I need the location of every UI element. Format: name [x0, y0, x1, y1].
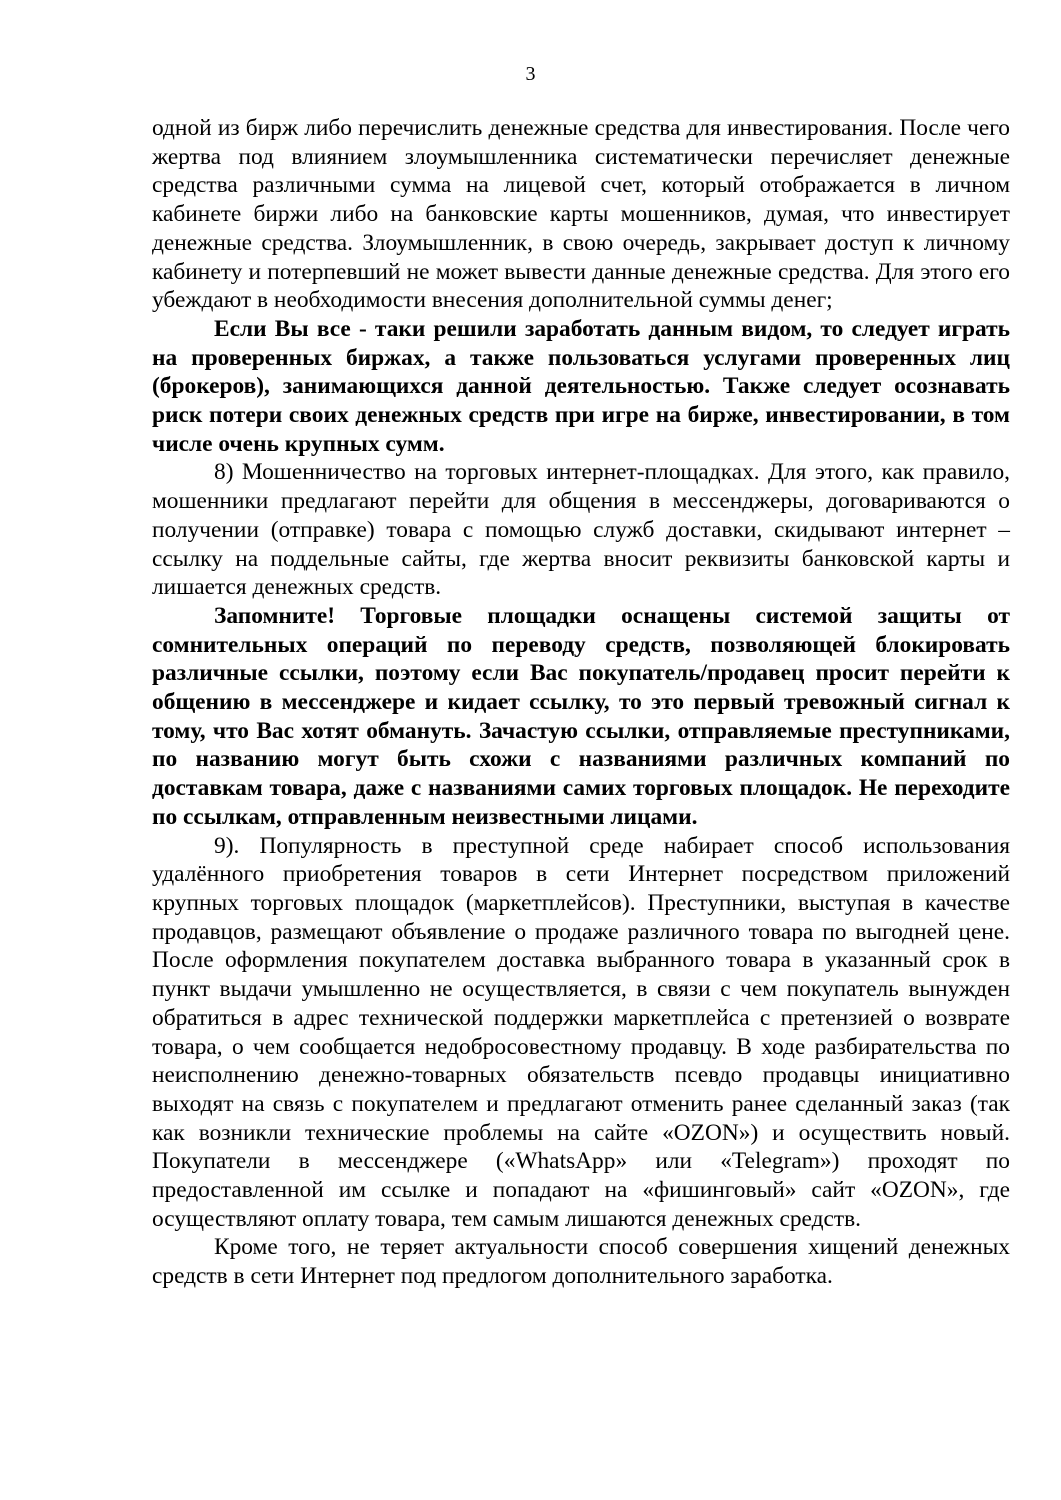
page-number: 3: [525, 63, 536, 85]
paragraph-exchange-investment-scheme: одной из бирж либо перечислить денежные средства для инвестирования. После чего жертва под влиянием злоумышленника систематически перечисляет денежные средства различными сумма на лицевой счет, который отображается в личном кабинете биржи либо на банковские карты мошенников, думая, что инвестирует денежные средства. Злоумышленник, в свою очередь, закрывает доступ к личному кабинету и потерпевший не может вывести данные денежные средства. Для этого его убеждают в необходимости внесения дополнительной суммы денег;: [152, 115, 1010, 314]
paragraph-trading-platform-fraud: 8) Мошенничество на торговых интернет-площадках. Для этого, как правило, мошенники предлагают перейти для общения в мессенджеры, договариваются о получении (отправке) товара с помощью служб доставки, скидывают интернет – ссылку на поддельные сайты, где жертва вносит реквизиты банковской карты и лишается денежных средств.: [152, 459, 1010, 601]
paragraph-exchange-warning: Если Вы все - таки решили заработать данным видом, то следует играть на проверенных биржах, а также пользоваться услугами проверенных лиц (брокеров), занимающихся данной деятельностью. Также следует осознавать риск потери своих денежных средств при игре на бирже, инвестировании, в том числе очень крупных сумм.: [152, 315, 1010, 457]
paragraph-additional-earnings: Кроме того, не теряет актуальности способ совершения хищений денежных средств в сети Интернет под предлогом дополнительного заработка.: [152, 1234, 1010, 1290]
paragraph-trading-platform-warning: Запомните! Торговые площадки оснащены системой защиты от сомнительных операций по переводу средств, позволяющей блокировать различные ссылки, поэтому если Вас покупатель/продавец просит перейти к общению в мессенджере и кидает ссылку, то это первый тревожный сигнал к тому, что Вас хотят обмануть. Зачастую ссылки, отправляемые преступниками, по названию могут быть схожи с названиями различных компаний по доставкам товара, даже с названиями самих торговых площадок. Не переходите по ссылкам, отправленным неизвестными лицами.: [152, 602, 1010, 830]
document-body: [152, 114, 1010, 1291]
paragraph-marketplace-fraud: 9). Популярность в преступной среде набирает способ использования удалённого приобретения товаров в сети Интернет посредством приложений крупных торговых площадок (маркетплейсов). Преступники, выступая в качестве продавцов, размещают объявление о продаже различного товара по выгодней цене. После оформления покупателем доставка выбранного товара в указанный срок в пункт выдачи умышленно не осуществляется, в связи с чем покупатель вынужден обратиться в адрес технической поддержки маркетплейса с претензией о возврате товара, о чем сообщается недобросовестному продавцу. В ходе разбирательства по неисполнению денежно-товарных обязательств псевдо продавцы инициативно выходят на связь с покупателем и предлагают отменить ранее сделанный заказ (так как возникли технические проблемы на сайте «OZON») и осуществить новый. Покупатели в мессенджере («WhatsApp» или «Telegram») проходят по предоставленной им ссылке и попадают на «фишинговый» сайт «OZON», где осуществляют оплату товара, тем самым лишаются денежных средств.: [152, 832, 1010, 1232]
